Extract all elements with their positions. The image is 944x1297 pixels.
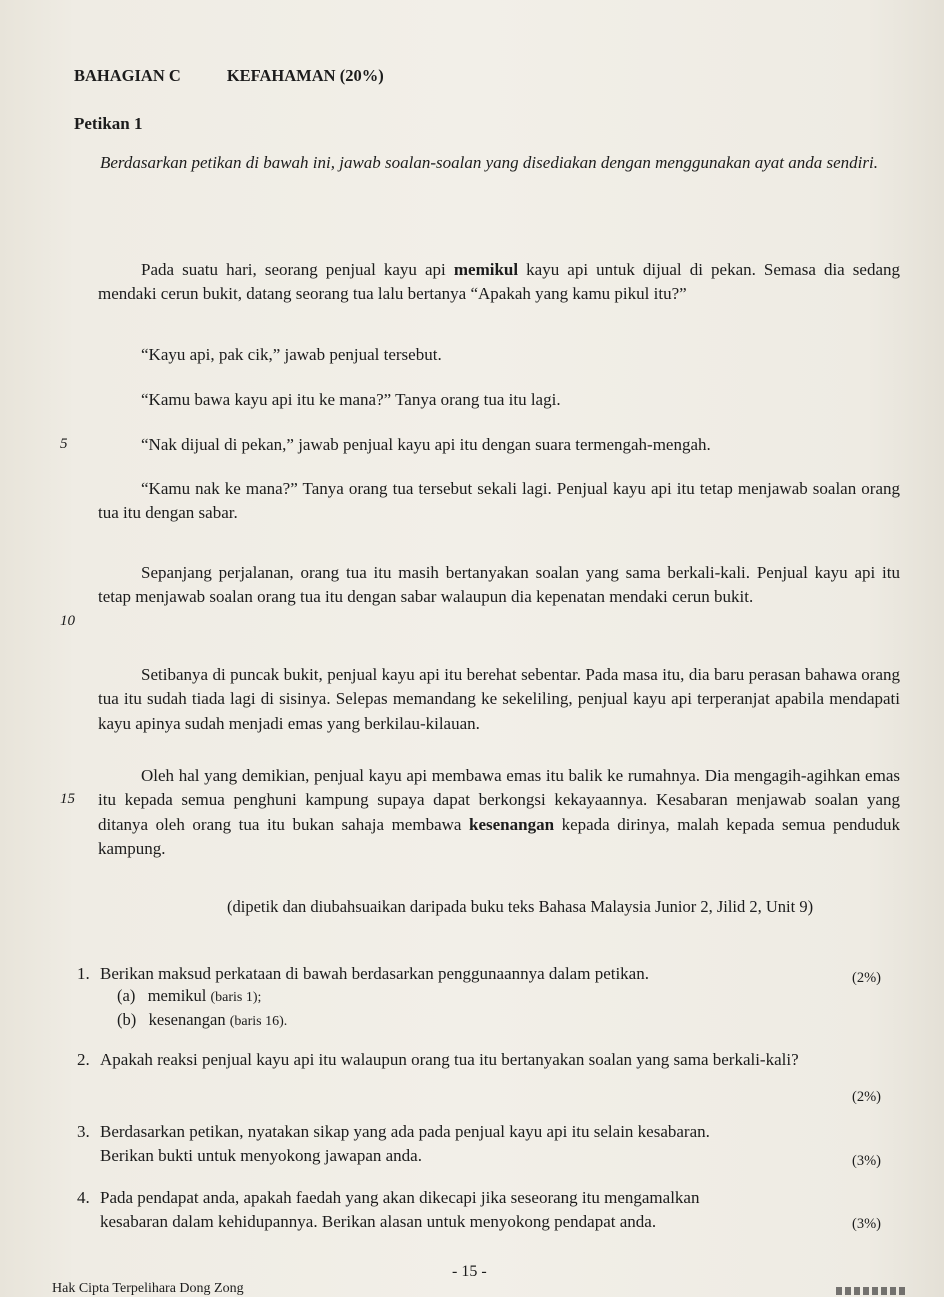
passage-paragraph-7 — [98, 663, 900, 736]
section-title: KEFAHAMAN (20%) — [226, 66, 384, 85]
line-number-5: 5 — [60, 436, 68, 452]
p1-bold-word: memikul — [453, 260, 519, 279]
q3-text-2: Berikan bukti untuk menyokong jawapan anda. — [100, 1146, 422, 1165]
q1b-ref: (baris 16). — [229, 1014, 288, 1029]
section-header — [74, 66, 384, 86]
q1-text: Berikan maksud perkataan di bawah berdasarkan penggunaannya dalam petikan. — [100, 964, 649, 983]
line-number-10: 10 — [60, 613, 75, 629]
q3-mark: (3%) — [852, 1153, 881, 1169]
q1a-label: (a) — [117, 986, 136, 1005]
passage-paragraph-8 — [98, 764, 900, 861]
copyright-notice: Hak Cipta Terpelihara Dong Zong — [52, 1281, 244, 1296]
q1-mark: (2%) — [852, 970, 881, 986]
q1-part-a — [117, 986, 261, 1006]
q4-text-2: kesabaran dalam kehidupannya. Berikan alasan untuk menyokong pendapat anda. — [100, 1212, 657, 1231]
q2-number: 2. — [77, 1050, 90, 1069]
question-2 — [77, 1048, 817, 1072]
q4-mark: (3%) — [852, 1216, 881, 1232]
q1-number: 1. — [77, 964, 90, 983]
question-3 — [77, 1120, 889, 1168]
question-4 — [77, 1186, 889, 1234]
instruction-text: Berdasarkan petikan di bawah ini, jawab soalan-soalan yang disediakan dengan menggunakan ayat anda sendiri. — [100, 153, 878, 172]
q2-text: Apakah reaksi penjual kayu api itu walaupun orang tua itu bertanyakan soalan yang sama berkali-kali? — [100, 1050, 799, 1069]
passage-label: Petikan 1 — [74, 114, 143, 133]
p6-text: Sepanjang perjalanan, orang tua itu masih bertanyakan soalan yang sama berkali-kali. Penjual kayu api itu tetap menjawab soalan orang tua itu dengan sabar walaupun dia kepenatan mendaki cerun bukit. — [98, 563, 900, 607]
q1b-label: (b) — [117, 1010, 137, 1029]
q1a-word: memikul — [147, 986, 207, 1005]
q1a-ref: (baris 1); — [210, 990, 262, 1005]
passage-paragraph-3 — [98, 388, 900, 412]
q1-part-b — [117, 1010, 287, 1030]
q4-text: Pada pendapat anda, apakah faedah yang akan dikecapi jika seseorang itu mengamalkan — [100, 1188, 700, 1207]
passage-paragraph-4 — [98, 433, 900, 457]
p4-text: “Nak dijual di pekan,” jawab penjual kayu api itu dengan suara termengah-mengah. — [141, 435, 711, 454]
passage-paragraph-1 — [98, 258, 900, 307]
source-credit: (dipetik dan diubahsuaikan daripada buku teks Bahasa Malaysia Junior 2, Jilid 2, Unit 9) — [227, 897, 814, 916]
section-label: BAHAGIAN C — [74, 66, 181, 85]
p8-bold-word: kesenangan — [469, 814, 555, 834]
p8-text-b: kepada dirinya, malah kepada semua penduduk kampung. — [98, 814, 901, 858]
passage-paragraph-5 — [98, 477, 900, 526]
q3-text: Berdasarkan petikan, nyatakan sikap yang ada pada penjual kayu api itu selain kesabaran. — [100, 1122, 710, 1141]
q3-number: 3. — [77, 1122, 90, 1141]
passage-paragraph-6 — [98, 561, 900, 610]
q4-number: 4. — [77, 1188, 90, 1207]
p5-text: “Kamu nak ke mana?” Tanya orang tua tersebut sekali lagi. Penjual kayu api itu tetap menjawab soalan orang tua itu dengan sabar. — [98, 479, 900, 523]
p7-text: Setibanya di puncak bukit, penjual kayu api itu berehat sebentar. Pada masa itu, dia baru perasan bahawa orang tua itu sudah tiada lagi di sisinya. Selepas memandang ke sekeliling, penjual kayu api terperanjat apabila mendapati kayu apinya sudah menjadi emas yang berkilau-kilauan. — [98, 665, 900, 733]
p8-text-a: Oleh hal yang demikian, penjual kayu api membawa emas itu balik ke rumahnya. Dia mengagih-agihkan emas itu kepada semua penghuni kampung supaya dapat berkongsi kekayaannya. Kesabaran menjawab soalan yang ditanya oleh orang tua itu bukan sahaja membawa — [98, 766, 900, 834]
p1-text-a: Pada suatu hari, seorang penjual kayu api — [141, 260, 454, 279]
corner-mark — [836, 1287, 906, 1295]
question-1 — [77, 962, 889, 986]
p3-text: “Kamu bawa kayu api itu ke mana?” Tanya orang tua itu lagi. — [141, 390, 561, 409]
p2-text: “Kayu api, pak cik,” jawab penjual tersebut. — [141, 345, 442, 364]
p1-text-b: kayu api untuk dijual di pekan. Semasa dia sedang mendaki cerun bukit, datang seorang tua lalu bertanya “Apakah yang kamu pikul itu?” — [98, 260, 900, 304]
q2-mark: (2%) — [852, 1089, 881, 1105]
passage-paragraph-2 — [98, 343, 900, 367]
page-number: - 15 - — [452, 1263, 487, 1280]
line-number-15: 15 — [60, 791, 75, 807]
q1b-word: kesenangan — [148, 1010, 226, 1029]
